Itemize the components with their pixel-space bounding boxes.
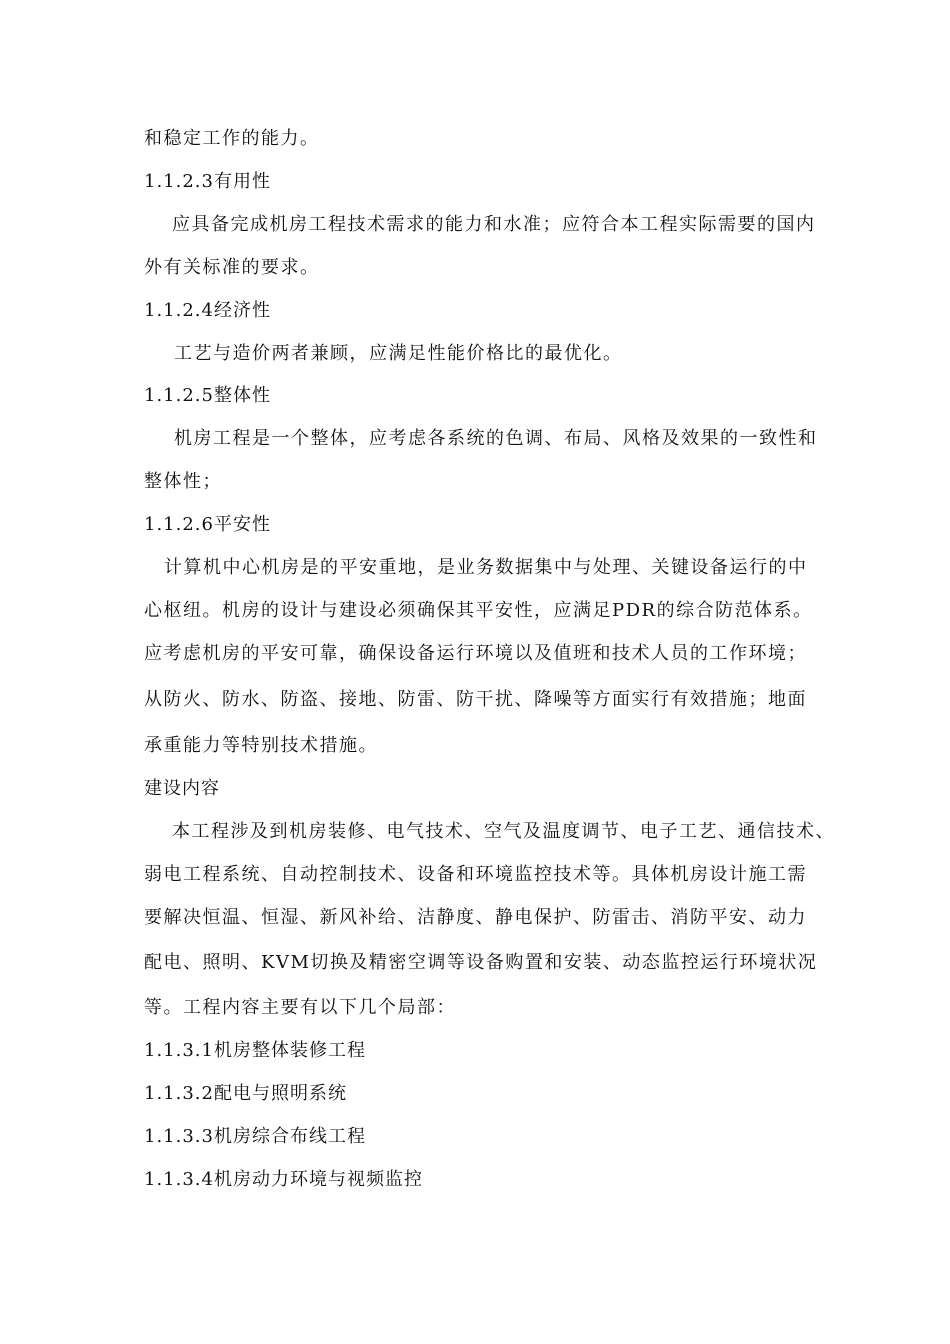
paragraph-line: 整体性； <box>144 471 222 492</box>
paragraph-line: 要解决恒温、恒湿、新风补给、洁静度、静电保护、防雷击、消防平安、动力 <box>144 907 807 928</box>
section-heading-1-1-3-1: 1.1.3.1机房整体装修工程 <box>144 1040 366 1061</box>
section-heading-1-1-2-5: 1.1.2.5整体性 <box>144 385 271 406</box>
paragraph-line: 机房工程是一个整体，应考虑各系统的色调、布局、风格及效果的一致性和 <box>174 428 818 449</box>
section-heading-1-1-3-4: 1.1.3.4机房动力环境与视频监控 <box>144 1169 423 1190</box>
paragraph-line: 计算机中心机房是的平安重地，是业务数据集中与处理、关键设备运行的中 <box>164 557 808 578</box>
paragraph-line: 应具备完成机房工程技术需求的能力和水准；应符合本工程实际需要的国内 <box>172 214 816 235</box>
paragraph-line: 外有关标准的要求。 <box>144 257 320 278</box>
section-heading-1-1-2-6: 1.1.2.6平安性 <box>144 514 271 535</box>
paragraph-line: 应考虑机房的平安可靠，确保设备运行环境以及值班和技术人员的工作环境； <box>144 643 807 664</box>
paragraph-line: 配电、照明、KVM切换及精密空调等设备购置和安装、动态监控运行环境状况 <box>144 952 818 973</box>
section-heading-1-1-3-2: 1.1.3.2配电与照明系统 <box>144 1083 347 1104</box>
section-heading-construction: 建设内容 <box>144 778 220 799</box>
section-heading-1-1-3-3: 1.1.3.3机房综合布线工程 <box>144 1126 366 1147</box>
paragraph-line: 承重能力等特别技术措施。 <box>144 735 378 756</box>
paragraph-line: 心枢纽。机房的设计与建设必须确保其平安性，应满足PDR的综合防范体系。 <box>144 600 813 621</box>
paragraph-line: 弱电工程系统、自动控制技术、设备和环境监控技术等。具体机房设计施工需 <box>144 864 807 885</box>
paragraph-line: 本工程涉及到机房装修、电气技术、空气及温度调节、电子工艺、通信技术、 <box>172 821 835 842</box>
paragraph-line: 工艺与造价两者兼顾，应满足性能价格比的最优化。 <box>174 343 623 364</box>
paragraph-line: 和稳定工作的能力。 <box>144 128 320 149</box>
section-heading-1-1-2-4: 1.1.2.4经济性 <box>144 300 271 321</box>
paragraph-line: 等。工程内容主要有以下几个局部： <box>144 997 456 1018</box>
section-heading-1-1-2-3: 1.1.2.3有用性 <box>144 171 271 192</box>
paragraph-line: 从防火、防水、防盗、接地、防雷、防干扰、降噪等方面实行有效措施；地面 <box>144 689 807 710</box>
